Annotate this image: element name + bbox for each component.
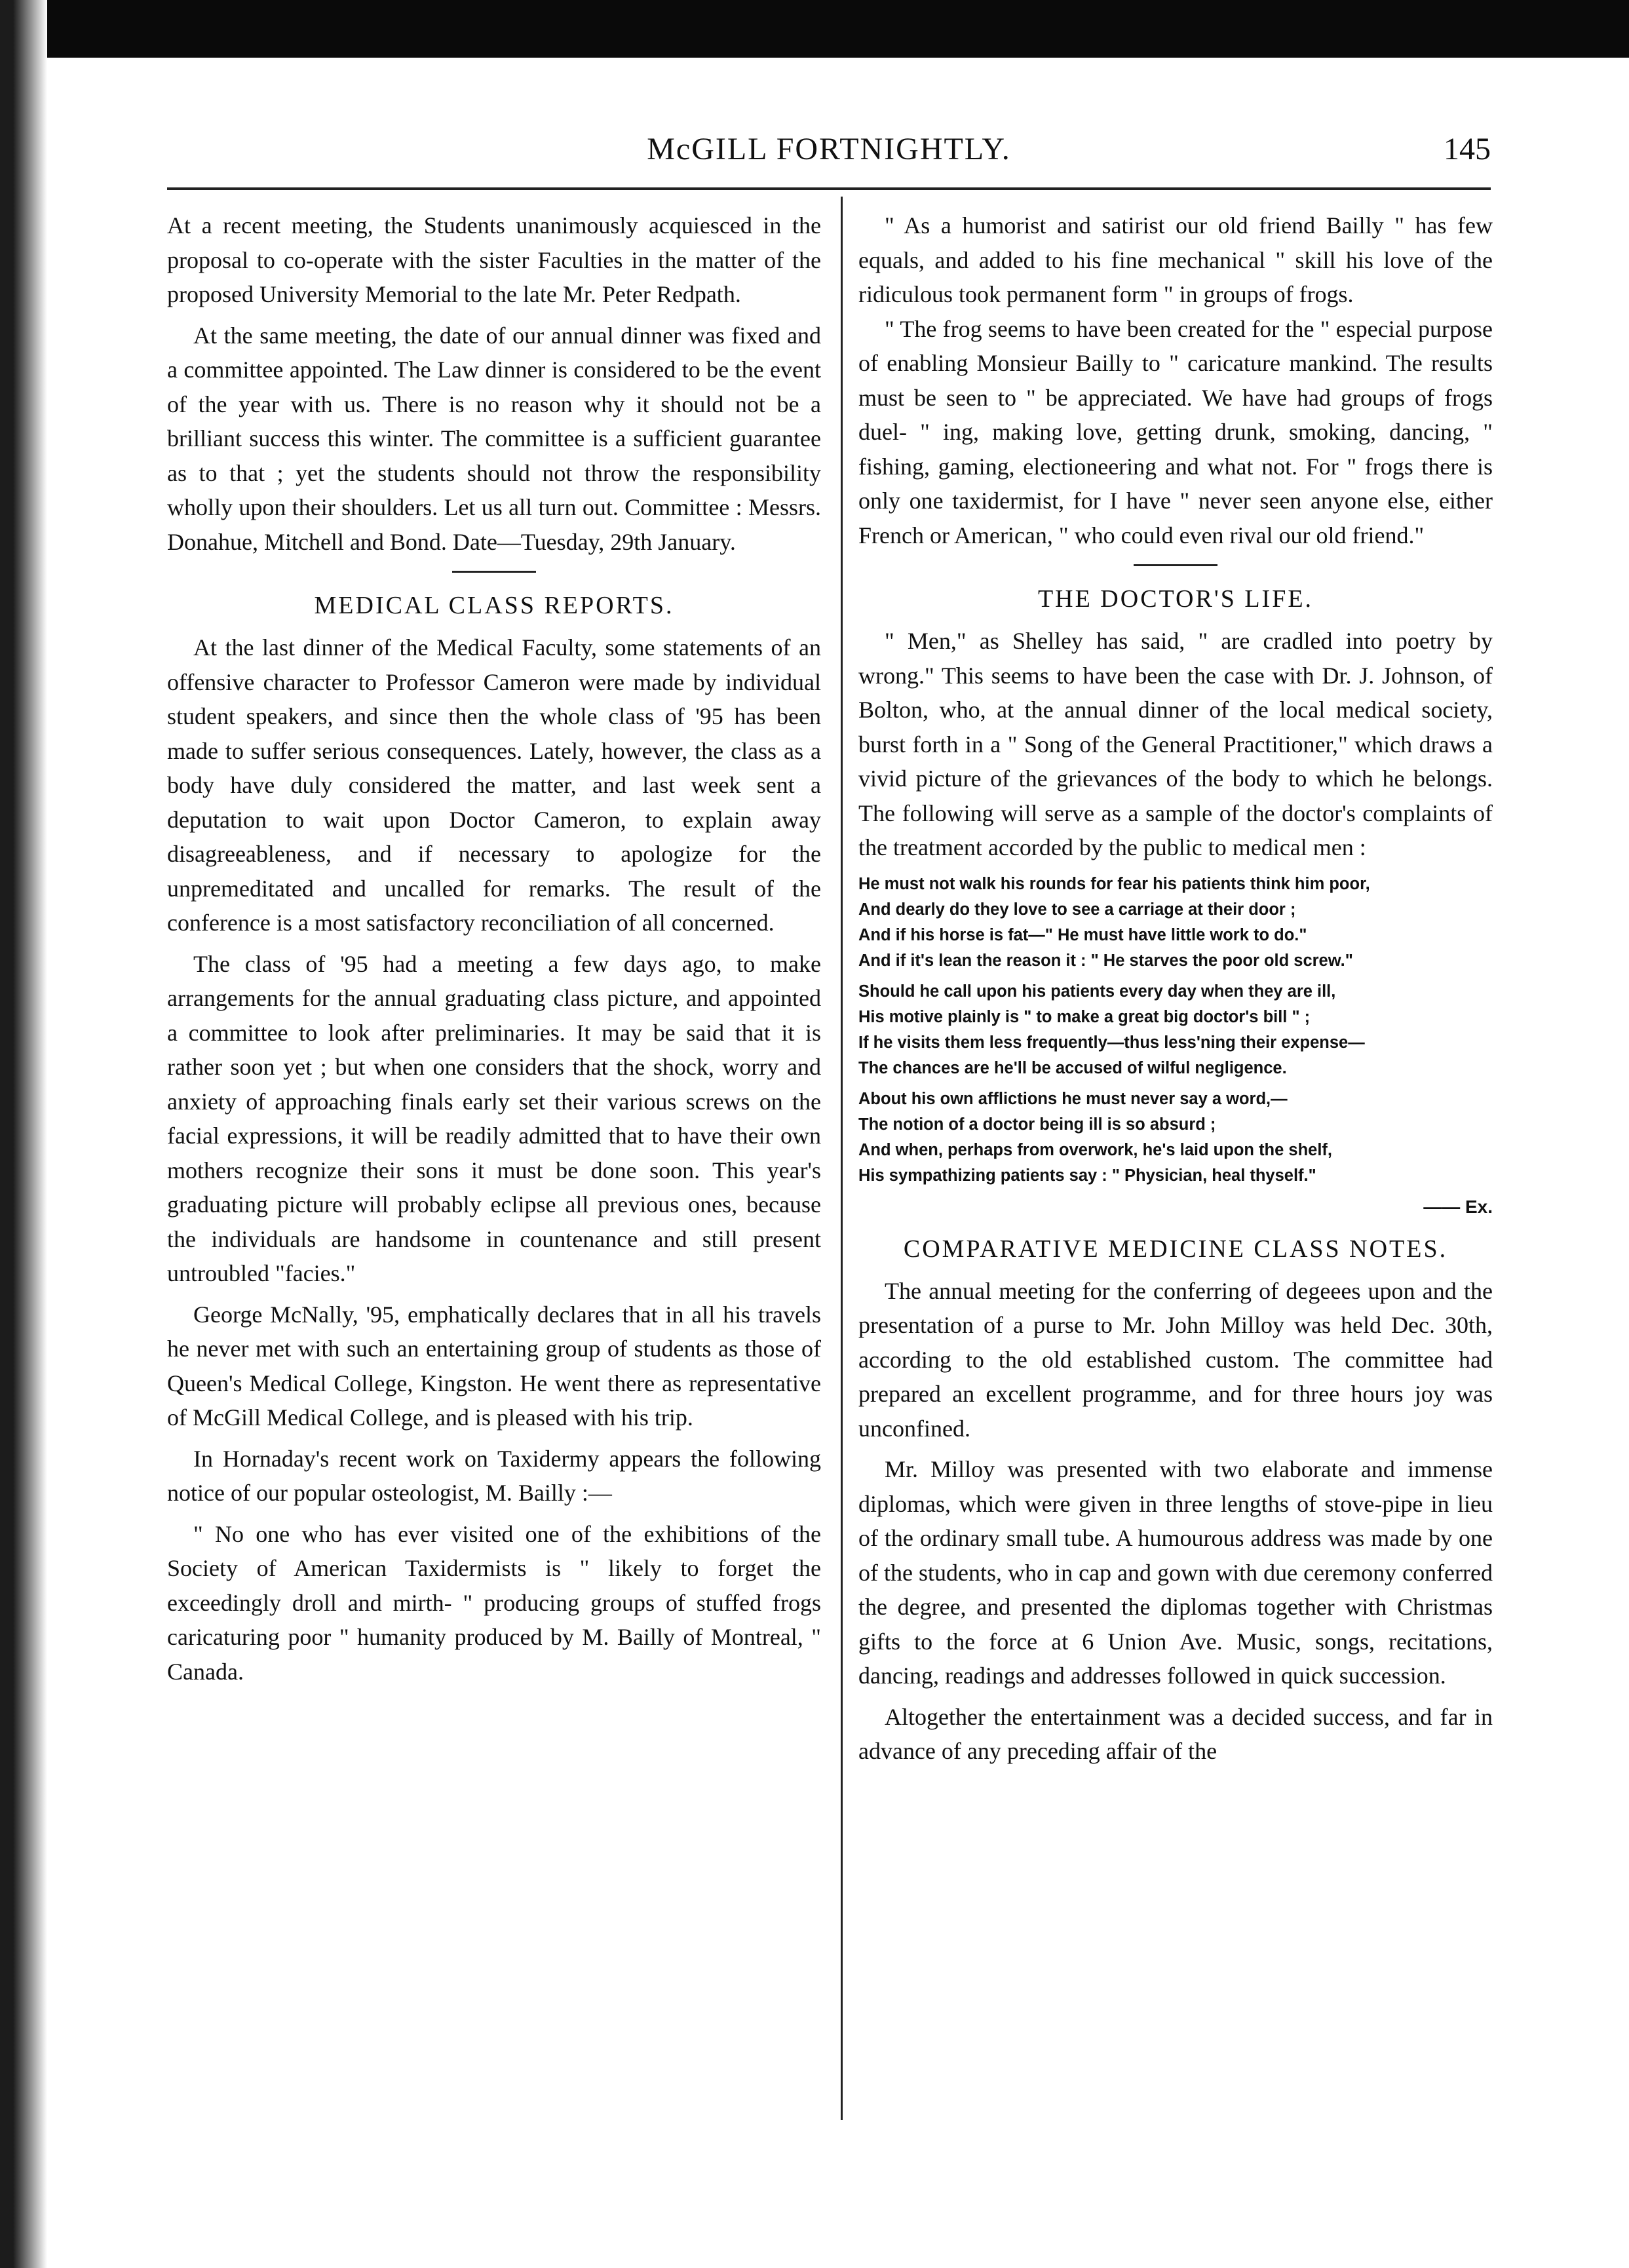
poem-line: And if it's lean the reason it : " He starves the poor old screw." bbox=[858, 951, 1353, 970]
poem-line: If he visits them less frequently—thus less'ning their expense— bbox=[858, 1033, 1365, 1052]
section-separator bbox=[1134, 564, 1217, 566]
page-header bbox=[167, 131, 1491, 183]
paragraph: Altogether the entertainment was a decided success, and far in advance of any preceding affair of the bbox=[858, 1703, 1493, 1764]
poem-line: He must not walk his rounds for fear his patients think him poor, bbox=[858, 874, 1370, 893]
paragraph: George McNally, '95, emphatically declares that in all his travels he never met with such an entertaining group of students as those of Queen's Medical College, Kingston. He went there as representative of McGill Medical College, and is pleased with his trip. bbox=[167, 1301, 821, 1431]
section-heading: MEDICAL CLASS REPORTS. bbox=[314, 592, 674, 619]
poem-stanza bbox=[858, 979, 1493, 1081]
paragraph: At the same meeting, the date of our annual dinner was fixed and a committee appointed. The Law dinner is considered to be the event of the year with us. There is no reason why it should not be a brilliant success this winter. The committee is a sufficient guarantee as to that ; yet the students should not throw the responsibility wholly upon their shoulders. Let us all turn out. Committee : Messrs. Donahue, Mitchell and Bond. Date—Tuesday, 29th January. bbox=[167, 322, 821, 555]
section-heading: THE DOCTOR'S LIFE. bbox=[1037, 585, 1314, 613]
left-column bbox=[167, 208, 821, 1689]
scan-border-top bbox=[0, 0, 1629, 58]
section-separator bbox=[452, 571, 536, 573]
paragraph: " Men," as Shelley has said, " are cradled into poetry by wrong." This seems to have been the case with Dr. J. Johnson, of Bolton, who, at the annual dinner of the local medical society, burst forth in a " Song of the General Practitioner," which draws a vivid picture of the grievances of the body to which he belongs. The following will serve as a sample of the doctor's complaints of the treatment accorded by the public to medical men : bbox=[858, 628, 1493, 860]
quoted-paragraph: " As a humorist and satirist our old friend Bailly " has few equals, and added to his fine mechanical " skill his love of the ridiculous took permanent form " in groups of frogs. bbox=[858, 212, 1493, 307]
section-heading: COMPARATIVE MEDICINE CLASS NOTES. bbox=[903, 1235, 1448, 1263]
paragraph: At a recent meeting, the Students unanimously acquiesced in the proposal to co-operate with the sister Faculties in the matter of the proposed University Memorial to the late Mr. Peter Redpath. bbox=[167, 212, 821, 307]
poem bbox=[858, 872, 1493, 1189]
paragraph: Mr. Milloy was presented with two elaborate and immense diplomas, which were given in three lengths of stove-pipe in lieu of the ordinary small tube. A humourous address was made by one of the students, who in cap and gown with due ceremony conferred the degree, and presented the diplomas together with Christmas gifts to the force at 6 Union Ave. Music, songs, recitations, dancing, readings and addresses followed in quick succession. bbox=[858, 1456, 1493, 1689]
page-number: 145 bbox=[1444, 132, 1491, 166]
poem-stanza bbox=[858, 872, 1493, 974]
quoted-paragraph: " The frog seems to have been created for the " especial purpose of enabling Monsieur Bailly to " caricature mankind. The results must be seen to " be appreciated. We have had groups of frogs duel- " ing, making love, getting drunk, smoking, dancing, " fishing, gaming, electioneering and what not. For " frogs there is only one taxidermist, for I have " never seen anyone else, either French or American, " who could even rival our old friend." bbox=[858, 315, 1493, 548]
right-column bbox=[858, 208, 1493, 1775]
poem-line: And dearly do they love to see a carriage at their door ; bbox=[858, 900, 1296, 919]
quoted-paragraph: " No one who has ever visited one of the exhibitions of the Society of American Taxidermists is " likely to forget the exceedingly droll and mirth- " producing groups of stuffed frogs caricaturing poor " humanity produced by M. Bailly of Montreal, " Canada. bbox=[167, 1520, 821, 1685]
poem-line: His motive plainly is " to make a great big doctor's bill " ; bbox=[858, 1007, 1311, 1026]
column-divider bbox=[841, 197, 843, 2120]
paragraph: In Hornaday's recent work on Taxidermy appears the following notice of our popular osteologist, M. Bailly :— bbox=[167, 1445, 821, 1506]
poem-source: —— Ex. bbox=[1423, 1196, 1493, 1217]
poem-line: About his own afflictions he must never say a word,— bbox=[858, 1089, 1288, 1108]
poem-line: The chances are he'll be accused of wilful negligence. bbox=[858, 1058, 1287, 1077]
paragraph: The annual meeting for the conferring of degeees upon and the presentation of a purse to Mr. John Milloy was held Dec. 30th, according to the old established custom. The committee had prepared an excellent programme, and for three hours joy was unconfined. bbox=[858, 1277, 1493, 1442]
paragraph: At the last dinner of the Medical Faculty, some statements of an offensive character to Professor Cameron were made by individual student speakers, and since then the whole class of '95 has been made to suffer serious consequences. Lately, however, the class as a body have duly considered the matter, and last week sent a deputation to wait upon Doctor Cameron, to explain away disagreeableness, and if necessary to apologize for the unpremeditated and uncalled for remarks. The result of the conference is a most satisfactory reconciliation of all concerned. bbox=[167, 634, 821, 936]
poem-line: His sympathizing patients say : " Physician, heal thyself." bbox=[858, 1166, 1316, 1185]
poem-line: Should he call upon his patients every day when they are ill, bbox=[858, 982, 1336, 1001]
scan-border-left bbox=[0, 0, 47, 2268]
poem-line: And if his horse is fat—" He must have little work to do." bbox=[858, 925, 1307, 944]
poem-stanza bbox=[858, 1086, 1493, 1189]
journal-title: McGILL FORTNIGHTLY. bbox=[647, 132, 1011, 166]
header-rule bbox=[167, 187, 1491, 190]
poem-line: And when, perhaps from overwork, he's laid upon the shelf, bbox=[858, 1140, 1333, 1159]
poem-line: The notion of a doctor being ill is so absurd ; bbox=[858, 1115, 1216, 1134]
paragraph: The class of '95 had a meeting a few days ago, to make arrangements for the annual graduating class picture, and appointed a committee to look after preliminaries. It may be said that it is rather soon yet ; but when one considers that the shock, worry and anxiety of approaching finals early set their various screws on the facial expressions, it will be readily admitted that to have their own mothers recognize their sons it must be done soon. This year's graduating picture will probably eclipse all previous ones, because the individuals are handsome in countenance and still present untroubled "facies." bbox=[167, 950, 821, 1286]
